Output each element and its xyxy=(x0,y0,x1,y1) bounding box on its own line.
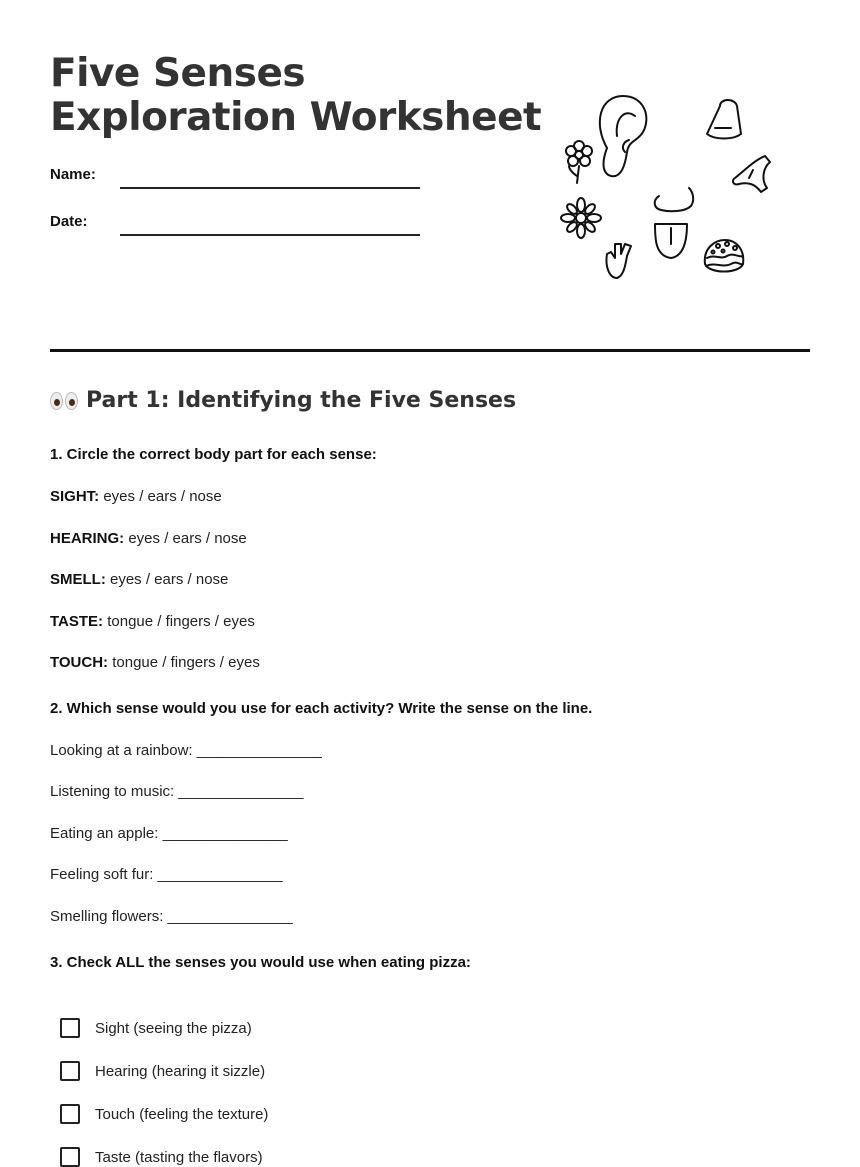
checkbox-option[interactable]: Taste (tasting the flavors) xyxy=(60,1147,263,1167)
cookie-icon xyxy=(705,240,743,272)
name-label: Name: xyxy=(50,166,96,183)
eyes-icon xyxy=(50,392,78,410)
sense-item[interactable]: SIGHT: eyes / ears / nose xyxy=(50,488,222,505)
question-2: 2. Which sense would you use for each activity? Write the sense on the line. xyxy=(50,700,593,717)
activity-item[interactable]: Smelling flowers: _______________ xyxy=(50,908,293,925)
date-label: Date: xyxy=(50,213,88,230)
date-field[interactable] xyxy=(120,234,420,236)
part1-title: Part 1: Identifying the Five Senses xyxy=(86,388,517,413)
checkbox-option[interactable]: Hearing (hearing it sizzle) xyxy=(60,1061,265,1081)
flower-icon xyxy=(566,141,592,183)
touch-hand-icon xyxy=(606,244,631,278)
senses-illustration xyxy=(555,88,785,288)
sense-item[interactable]: SMELL: eyes / ears / nose xyxy=(50,571,229,588)
checkbox-option[interactable]: Sight (seeing the pizza) xyxy=(60,1018,252,1038)
sense-item[interactable]: TASTE: tongue / fingers / eyes xyxy=(50,613,255,630)
sense-item[interactable]: TOUCH: tongue / fingers / eyes xyxy=(50,654,260,671)
worksheet-title: Five Senses Exploration Worksheet xyxy=(50,51,542,140)
activity-item[interactable]: Listening to music: _______________ xyxy=(50,783,304,800)
checkbox[interactable] xyxy=(60,1018,80,1038)
activity-item[interactable]: Feeling soft fur: _______________ xyxy=(50,866,283,883)
checkbox[interactable] xyxy=(60,1104,80,1124)
nose-icon xyxy=(655,188,693,211)
part1-heading xyxy=(50,388,516,413)
bell-icon xyxy=(707,100,741,139)
daisy-icon xyxy=(561,198,601,238)
activity-item[interactable]: Eating an apple: _______________ xyxy=(50,825,288,842)
sense-item[interactable]: HEARING: eyes / ears / nose xyxy=(50,530,247,547)
activity-item[interactable]: Looking at a rainbow: _______________ xyxy=(50,742,322,759)
ear-icon xyxy=(600,96,647,176)
checkbox[interactable] xyxy=(60,1061,80,1081)
question-1: 1. Circle the correct body part for each sense: xyxy=(50,446,377,463)
tongue-icon xyxy=(655,224,687,258)
checkbox[interactable] xyxy=(60,1147,80,1167)
question-3: 3. Check ALL the senses you would use when eating pizza: xyxy=(50,954,471,971)
name-field[interactable] xyxy=(120,187,420,189)
checkbox-option[interactable]: Touch (feeling the texture) xyxy=(60,1104,268,1124)
header-divider xyxy=(50,349,810,352)
hand-icon xyxy=(733,156,770,192)
